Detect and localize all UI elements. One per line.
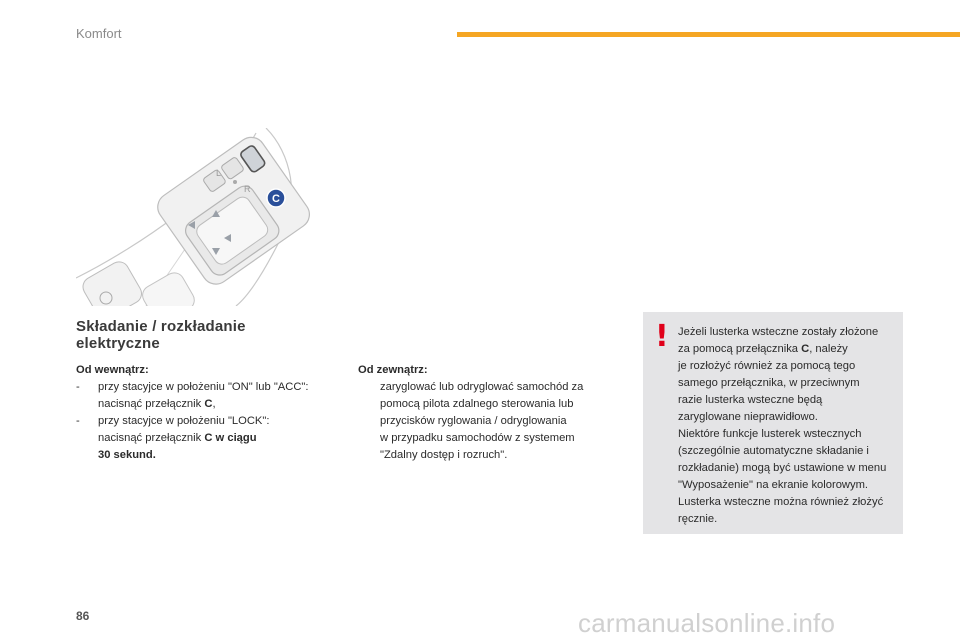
warning-note [643, 312, 903, 534]
watermark: carmanualsonline.info [578, 608, 836, 638]
warning-text: Jeżeli lusterka wsteczne zostały złożone za pomocą przełącznika C, należy je rozłożyć również za pomocą tego samego przełącznika, w przeciwnym razie lusterka wsteczne będą zaryglowane nieprawidłowo. Niektóre funkcje lusterek wstecznych (szczególnie automatyczne składanie i rozkładanie) mogą być ustawione w menu "Wyposażenie" na ekranie kolorowym. Lusterka wsteczne można również złożyć ręcznie. [678, 326, 887, 525]
switch-label-r: R [244, 184, 251, 194]
list-item: - przy stacyjce w położeniu "LOCK": nacisnąć przełącznik C w ciągu 30 sekund. [76, 415, 270, 461]
outside-instructions [358, 362, 618, 464]
section-title: Komfort [76, 26, 122, 41]
switch-label-l: L [216, 168, 222, 178]
section-heading: Składanie / rozkładanie elektryczne [76, 318, 246, 352]
mirror-switch-illustration [76, 128, 316, 306]
inside-title: Od wewnątrz: [76, 364, 149, 376]
accent-bar [457, 32, 960, 37]
list-item: zaryglować lub odryglować samochód za pomocą pilota zdalnego sterowania lub przycisków ryglowania / odryglowania w przypadku samochodów z systemem "Zdalny dostęp i rozruch". [380, 381, 584, 461]
callout-c: C [272, 193, 280, 205]
outside-title: Od zewnątrz: [358, 364, 428, 376]
list-item: - przy stacyjce w położeniu "ON" lub "ACC": nacisnąć przełącznik C, [76, 381, 309, 410]
inside-instructions [76, 362, 346, 464]
page-number: 86 [76, 609, 90, 623]
warning-icon: ! [655, 319, 669, 354]
